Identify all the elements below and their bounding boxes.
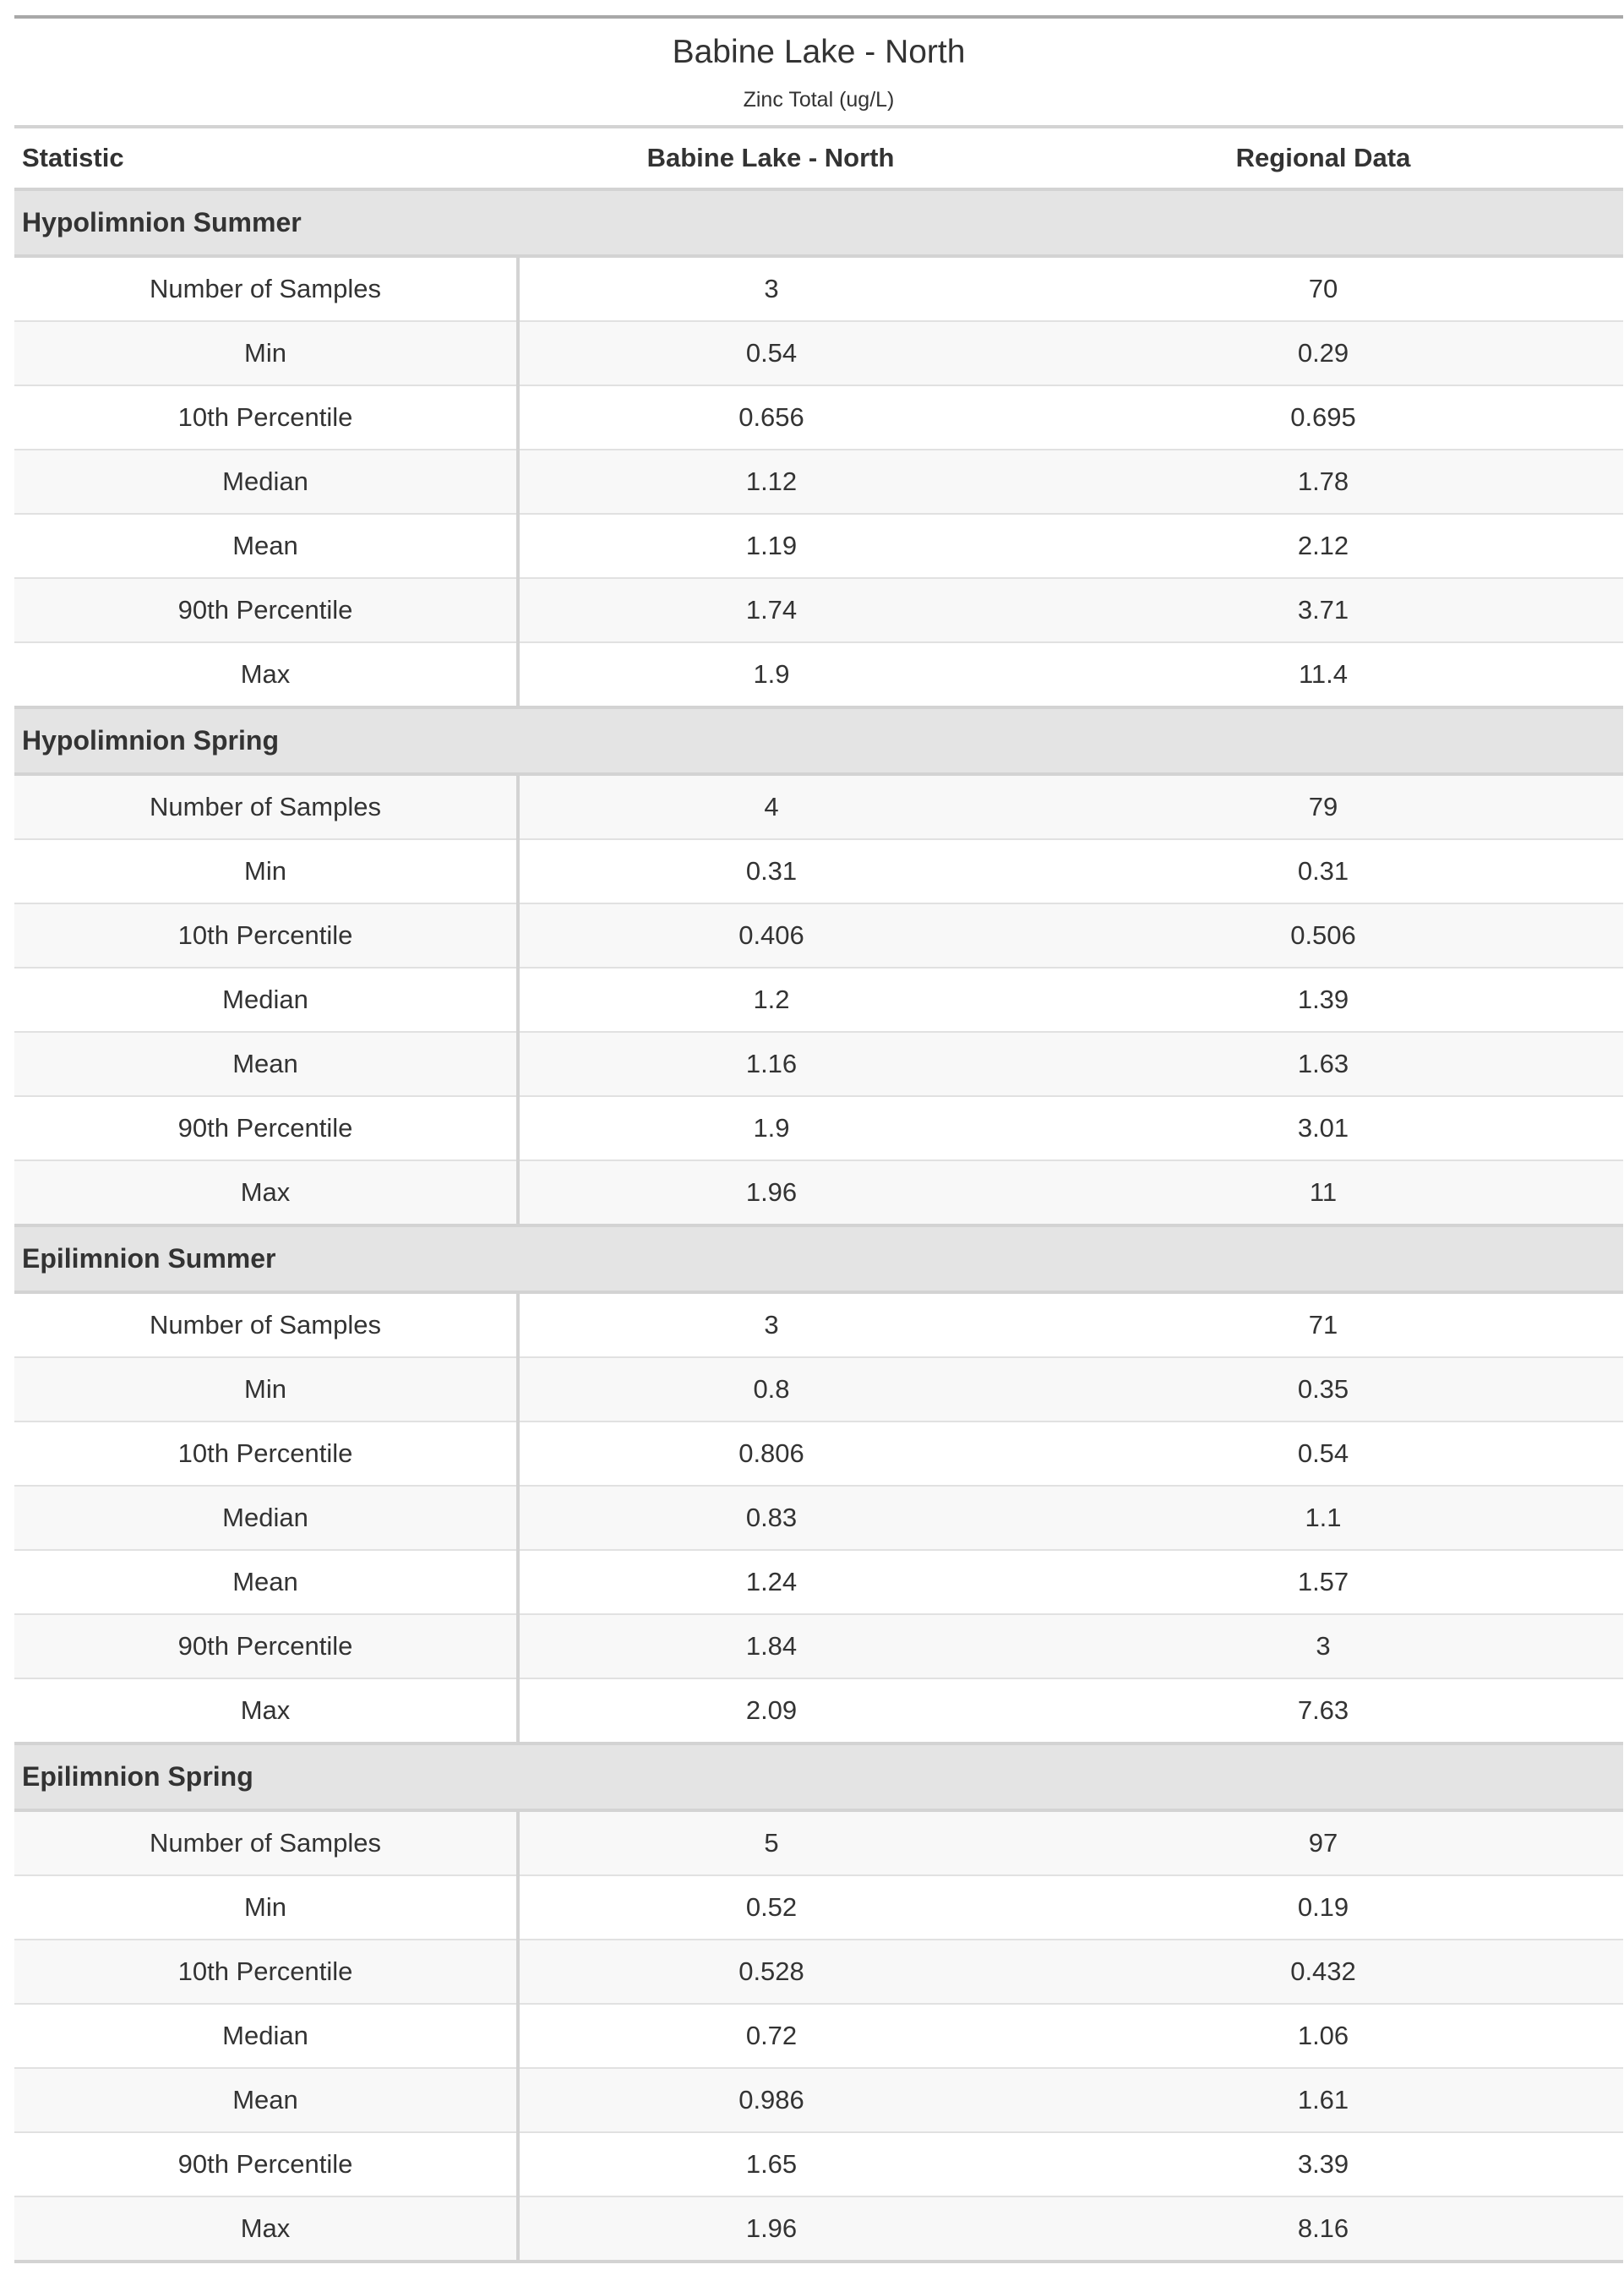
table-row — [14, 385, 1623, 450]
group-header-row — [14, 1743, 1623, 1810]
table-row — [14, 1550, 1623, 1614]
regional-value-cell: 0.19 — [1023, 1875, 1623, 1940]
group-header-row — [14, 1225, 1623, 1292]
regional-value-cell: 0.432 — [1023, 1940, 1623, 2004]
regional-value-cell: 0.31 — [1023, 839, 1623, 903]
regional-value-cell: 79 — [1023, 774, 1623, 839]
site-value-cell: 0.72 — [518, 2004, 1023, 2068]
table-row — [14, 2132, 1623, 2196]
column-header-regional: Regional Data — [1023, 127, 1623, 189]
site-value-cell: 0.406 — [518, 903, 1023, 968]
site-value-cell: 1.12 — [518, 450, 1023, 514]
regional-value-cell: 71 — [1308, 1310, 1338, 1340]
site-value-cell: 0.31 — [518, 839, 1023, 903]
regional-value-cell: 1.78 — [1023, 450, 1623, 514]
table-row — [14, 1678, 1623, 1743]
regional-value-cell: 11 — [1023, 1160, 1623, 1225]
regional-value-cell: 1.57 — [1023, 1550, 1623, 1614]
statistic-cell: 90th Percentile — [14, 2132, 518, 2196]
statistic-cell: Mean — [14, 514, 518, 578]
table-title: Babine Lake - North — [672, 34, 966, 70]
regional-value-cell: 1.1 — [1023, 1486, 1623, 1550]
site-value-cell: 1.74 — [518, 578, 1023, 642]
site-value-cell: 4 — [518, 774, 1023, 839]
table-subtitle: Zinc Total (ug/L) — [743, 88, 895, 112]
table-row — [14, 1421, 1623, 1486]
group-header: Hypolimnion Spring — [14, 707, 1623, 774]
site-value-cell: 1.2 — [518, 968, 1023, 1032]
regional-value-cell: 7.63 — [1023, 1678, 1623, 1743]
statistic-cell: Number of Samples — [14, 256, 518, 321]
summary-table-container — [14, 15, 1623, 2263]
regional-value-cell: 8.16 — [1023, 2196, 1623, 2262]
statistic-cell: Mean — [14, 1032, 518, 1096]
statistic-cell: Number of Samples — [14, 774, 518, 839]
group-hypolimnion-summer — [14, 189, 1623, 707]
regional-value-cell: 0.54 — [1023, 1421, 1623, 1486]
regional-value-cell: 0.695 — [1023, 385, 1623, 450]
regional-value-cell: 70 — [1308, 274, 1338, 303]
statistic-cell: Median — [14, 968, 518, 1032]
site-value-cell: 5 — [518, 1810, 1023, 1875]
statistic-cell: 10th Percentile — [14, 385, 518, 450]
statistic-cell: Mean — [14, 1550, 518, 1614]
statistic-cell: Min — [14, 1875, 518, 1940]
regional-value-cell: 3.39 — [1023, 2132, 1623, 2196]
group-header: Hypolimnion Summer — [14, 189, 1623, 256]
table-row — [14, 774, 1623, 839]
site-value-cell: 0.806 — [518, 1421, 1023, 1486]
table-row — [14, 1614, 1623, 1678]
table-row — [14, 2004, 1623, 2068]
site-value-cell: 1.19 — [518, 514, 1023, 578]
regional-value-cell: 0.506 — [1023, 903, 1623, 968]
group-header-row — [14, 707, 1623, 774]
table-row — [14, 514, 1623, 578]
group-hypolimnion-spring — [14, 707, 1623, 1225]
statistic-cell: 90th Percentile — [14, 1614, 518, 1678]
group-epilimnion-summer — [14, 1225, 1623, 1743]
table-title-row — [14, 17, 1623, 127]
site-value-cell: 1.84 — [518, 1614, 1023, 1678]
site-value-cell: 1.9 — [518, 642, 1023, 707]
table-row — [14, 839, 1623, 903]
table-row — [14, 1160, 1623, 1225]
statistic-cell: Min — [14, 1357, 518, 1421]
site-value-cell: 0.54 — [518, 321, 1023, 385]
regional-value-cell: 97 — [1023, 1810, 1623, 1875]
site-value-cell: 3 — [764, 274, 779, 303]
regional-value-cell: 0.35 — [1023, 1357, 1623, 1421]
site-value-cell: 0.986 — [518, 2068, 1023, 2132]
regional-value-cell: 3.71 — [1023, 578, 1623, 642]
table-row — [14, 1357, 1623, 1421]
column-header-statistic: Statistic — [14, 127, 518, 189]
table-row — [14, 256, 1623, 321]
group-header: Epilimnion Summer — [14, 1225, 1623, 1292]
site-value-cell: 0.528 — [518, 1940, 1023, 2004]
site-value-cell: 0.52 — [518, 1875, 1023, 1940]
statistic-cell: Max — [14, 1160, 518, 1225]
statistic-cell: 90th Percentile — [14, 1096, 518, 1160]
site-value-cell: 0.83 — [518, 1486, 1023, 1550]
site-value-cell: 1.9 — [518, 1096, 1023, 1160]
regional-value-cell: 1.39 — [1023, 968, 1623, 1032]
statistic-cell: 10th Percentile — [14, 1421, 518, 1486]
regional-value-cell: 1.06 — [1023, 2004, 1623, 2068]
table-row — [14, 1096, 1623, 1160]
statistic-cell: Max — [14, 642, 518, 707]
table-row — [14, 1875, 1623, 1940]
site-value-cell: 1.16 — [518, 1032, 1023, 1096]
statistic-cell: Median — [14, 450, 518, 514]
regional-value-cell: 2.12 — [1023, 514, 1623, 578]
table-row — [14, 1486, 1623, 1550]
regional-value-cell: 3.01 — [1023, 1096, 1623, 1160]
statistic-cell: Median — [14, 2004, 518, 2068]
statistic-cell: Median — [14, 1486, 518, 1550]
regional-value-cell: 1.61 — [1023, 2068, 1623, 2132]
statistic-cell: Max — [14, 2196, 518, 2262]
statistic-cell: Min — [14, 321, 518, 385]
site-value-cell: 1.96 — [518, 2196, 1023, 2262]
site-value-cell: 3 — [764, 1310, 779, 1340]
site-value-cell: 1.65 — [518, 2132, 1023, 2196]
column-header-site: Babine Lake - North — [518, 127, 1023, 189]
summary-table — [14, 15, 1623, 2263]
statistic-cell: Mean — [14, 2068, 518, 2132]
statistic-cell: Max — [14, 1678, 518, 1743]
site-value-cell: 0.656 — [518, 385, 1023, 450]
group-epilimnion-spring — [14, 1743, 1623, 2262]
table-row — [14, 450, 1623, 514]
site-value-cell: 1.24 — [518, 1550, 1023, 1614]
table-row — [14, 903, 1623, 968]
table-row — [14, 1810, 1623, 1875]
table-row — [14, 578, 1623, 642]
statistic-cell: 90th Percentile — [14, 578, 518, 642]
column-header-row — [14, 127, 1623, 189]
statistic-cell: Min — [14, 839, 518, 903]
group-header-row — [14, 189, 1623, 256]
table-row — [14, 1032, 1623, 1096]
table-row — [14, 968, 1623, 1032]
regional-value-cell: 3 — [1023, 1614, 1623, 1678]
table-row — [14, 1292, 1623, 1357]
table-title-block — [14, 19, 1623, 125]
statistic-cell: 10th Percentile — [14, 1940, 518, 2004]
table-row — [14, 1940, 1623, 2004]
statistic-cell: Number of Samples — [14, 1810, 518, 1875]
table-row — [14, 642, 1623, 707]
statistic-cell: Number of Samples — [14, 1292, 518, 1357]
regional-value-cell: 11.4 — [1023, 642, 1623, 707]
group-header: Epilimnion Spring — [14, 1743, 1623, 1810]
site-value-cell: 0.8 — [518, 1357, 1023, 1421]
table-title-cell — [14, 17, 1623, 127]
statistic-cell: 10th Percentile — [14, 903, 518, 968]
regional-value-cell: 1.63 — [1023, 1032, 1623, 1096]
site-value-cell: 1.96 — [518, 1160, 1023, 1225]
site-value-cell: 2.09 — [518, 1678, 1023, 1743]
table-row — [14, 2068, 1623, 2132]
table-row — [14, 321, 1623, 385]
table-row — [14, 2196, 1623, 2262]
regional-value-cell: 0.29 — [1023, 321, 1623, 385]
